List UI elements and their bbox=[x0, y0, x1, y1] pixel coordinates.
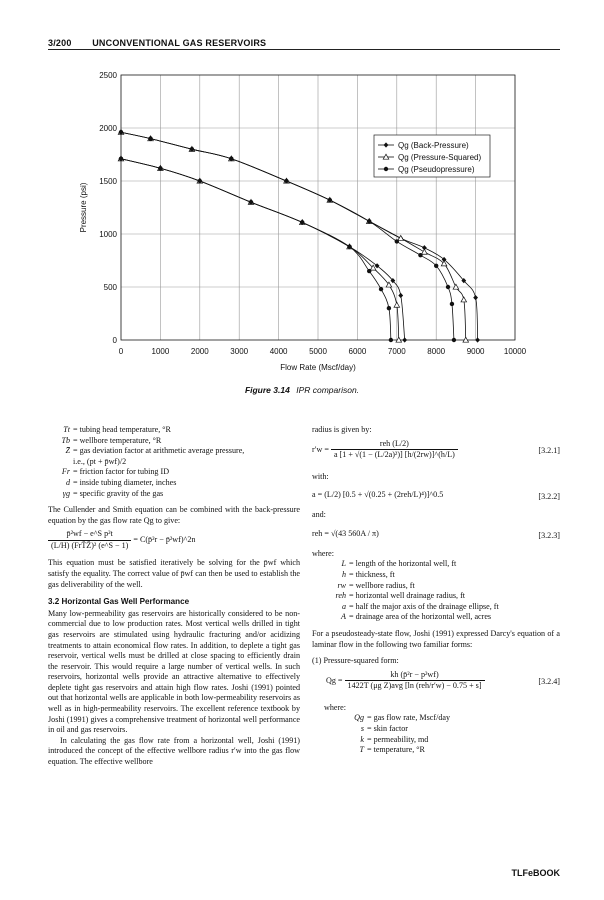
data-point bbox=[398, 293, 403, 298]
data-point bbox=[434, 264, 438, 268]
label-where: where: bbox=[312, 548, 335, 558]
data-point bbox=[379, 287, 383, 291]
equation-3-2-1 bbox=[312, 439, 560, 469]
definition-item bbox=[324, 559, 560, 570]
x-axis-label: Flow Rate (Mscf/day) bbox=[280, 363, 356, 372]
definition-symbol: d bbox=[65, 477, 70, 487]
paragraph: In calculating the gas flow rate from a horizontal well, Joshi (1991) introduced the concept of the effective wellbore radius r′w into the gas flow equation. The effective wellbore bbox=[48, 735, 300, 767]
data-point bbox=[249, 200, 253, 204]
data-point bbox=[395, 239, 399, 243]
definition-symbol: A bbox=[341, 612, 346, 622]
definition-item bbox=[324, 570, 560, 581]
y-tick-label: 2500 bbox=[99, 71, 117, 80]
ipr-chart bbox=[0, 58, 604, 378]
equation-numerator: reh (L/2) bbox=[331, 439, 458, 451]
equation-denominator: (L/H) (FrT̄Z̄)² (e^S − 1) bbox=[51, 540, 129, 550]
data-point bbox=[422, 249, 428, 254]
definition-item bbox=[324, 581, 560, 592]
legend-marker bbox=[384, 167, 388, 171]
data-point bbox=[473, 295, 478, 300]
equation-number: [3.2.3] bbox=[538, 530, 560, 540]
paragraph: This equation must be satisfied iteratively be solving for the p̄wf which satisfy the equality. The correct value of p̄wf can then be used to establish the gas deliverability of the well. bbox=[48, 558, 300, 589]
running-header bbox=[48, 38, 284, 48]
definition-text: = half the major axis of the drainage ellipse, ft bbox=[349, 601, 499, 611]
definition-text: = skin factor bbox=[367, 723, 408, 733]
data-point bbox=[394, 302, 400, 307]
x-tick-label: 0 bbox=[118, 347, 124, 356]
equation-number: [3.2.4] bbox=[538, 676, 560, 686]
definition-text: = gas deviation factor at arithmetic average pressure, bbox=[73, 446, 245, 456]
y-axis-label: Pressure (psi) bbox=[79, 182, 88, 233]
data-point bbox=[387, 306, 391, 310]
definition-symbol: Tt bbox=[63, 425, 70, 434]
definition-text: = drainage area of the horizontal well, acres bbox=[349, 612, 492, 622]
x-tick-label: 2000 bbox=[190, 347, 209, 356]
data-point bbox=[446, 285, 450, 289]
equation-fraction bbox=[48, 529, 131, 551]
definition-symbol: T bbox=[359, 745, 364, 755]
data-point bbox=[328, 198, 332, 202]
definition-symbol: γg bbox=[62, 488, 70, 498]
paragraph: Many low-permeability gas reservoirs are historically considered to be non-commercial due to low production rates. Most vertical wells drilled in tight gas reservoirs are stimulated using hydraulic fracturing and/or acidizing treatments to attain economical flow rates. In addition, to deplete a tight gas reservoir, vertical wells must be drilled at close spacing to efficiently drain the reservoir. This would require a large number of vertical wells. In such reservoirs, horizontal wells provide an attractive alternative to effectively deplete tight gas reservoirs and attain high flow rates. Joshi (1991) pointed out that horizontal wells are applicable in both low-permeability reservoirs as well as in high-permeability reservoirs. The excellent reference textbook by Joshi (1991) gives a comprehensive treatment of horizontal well performance in oil and gas reservoirs. bbox=[48, 608, 300, 735]
definition-symbol: rw bbox=[337, 580, 346, 590]
x-tick-label: 10000 bbox=[503, 347, 527, 356]
label-where: where: bbox=[324, 702, 347, 712]
page-number: 3/200 bbox=[48, 38, 72, 48]
left-column bbox=[48, 425, 300, 768]
data-point bbox=[450, 302, 454, 306]
definition-text: i.e., (pt + p̄wf)/2 bbox=[73, 456, 127, 466]
definition-text: = horizontal well drainage radius, ft bbox=[349, 591, 466, 601]
equation-body: reh = √(43 560A / π) bbox=[312, 528, 379, 538]
definition-item bbox=[48, 457, 300, 468]
definition-item bbox=[48, 478, 300, 489]
y-tick-label: 1500 bbox=[99, 177, 117, 186]
definition-symbol: Fr bbox=[61, 467, 70, 477]
equation-lhs: r′w = bbox=[312, 444, 329, 454]
data-point bbox=[386, 282, 392, 287]
y-tick-label: 2000 bbox=[99, 124, 117, 133]
definition-item bbox=[342, 724, 560, 735]
paragraph: radius is given by: bbox=[312, 425, 372, 434]
equation-number: [3.2.1] bbox=[538, 445, 560, 455]
definition-text: = wellbore radius, ft bbox=[349, 580, 415, 590]
definition-item bbox=[342, 735, 560, 746]
left-definitions bbox=[48, 425, 300, 499]
definition-text: = tubing head temperature, °R bbox=[73, 425, 171, 434]
y-tick-label: 0 bbox=[112, 336, 117, 345]
definition-item bbox=[48, 436, 300, 447]
definition-text: = thickness, ft bbox=[349, 569, 395, 579]
equation-3-2-2 bbox=[312, 485, 560, 507]
definition-item bbox=[324, 602, 560, 613]
data-point bbox=[389, 338, 393, 342]
equation-denominator: 1422T (μg Z)avg [ln (reh/r′w) − 0.75 + s] bbox=[347, 681, 482, 691]
equation-fraction bbox=[345, 670, 485, 692]
data-point bbox=[284, 179, 288, 183]
definition-symbol: Z̄ bbox=[65, 446, 70, 456]
data-point bbox=[347, 245, 351, 249]
definition-symbol: reh bbox=[335, 591, 346, 601]
definition-text: = permeability, md bbox=[367, 734, 429, 744]
data-point bbox=[461, 297, 467, 302]
definition-symbol: s bbox=[360, 723, 364, 733]
data-point bbox=[367, 269, 371, 273]
definition-item bbox=[324, 591, 560, 602]
x-tick-label: 1000 bbox=[151, 347, 170, 356]
definition-symbol: k bbox=[360, 734, 364, 744]
paragraph: The Cullender and Smith equation can be combined with the back-pressure equation by the gas flow rate Qg to give: bbox=[48, 505, 300, 525]
definition-text: = gas flow rate, Mscf/day bbox=[367, 713, 451, 723]
equation-denominator: a [1 + √(1 − (L/2a)²)] [h/(2rw)]^(h/L) bbox=[333, 450, 455, 460]
definition-item bbox=[48, 446, 300, 457]
x-tick-label: 4000 bbox=[269, 347, 288, 356]
series-line bbox=[121, 159, 405, 340]
label-with: with: bbox=[312, 471, 329, 481]
definition-item bbox=[48, 467, 300, 478]
paragraph: For a pseudosteady-state flow, Joshi (1991) expressed Darcy's equation of a laminar flow in the following two familiar forms: bbox=[312, 628, 560, 649]
right-definitions bbox=[324, 559, 560, 623]
figure-label: Figure 3.14 bbox=[244, 385, 290, 395]
definition-item bbox=[324, 612, 560, 623]
definition-text: = specific gravity of the gas bbox=[73, 488, 164, 498]
definition-symbol: h bbox=[341, 569, 346, 579]
legend-label: Qg (Back-Pressure) bbox=[398, 141, 469, 150]
data-point bbox=[452, 338, 456, 342]
label-and: and: bbox=[312, 510, 326, 520]
definition-item bbox=[48, 425, 300, 436]
section-heading: 3.2 Horizontal Gas Well Performance bbox=[48, 597, 190, 607]
equation-number: [3.2.2] bbox=[538, 492, 560, 502]
equation-body: a = (L/2) [0.5 + √(0.25 + (2reh/L)⁴)]^0.5 bbox=[312, 490, 444, 500]
legend-label: Qg (Pressure-Squared) bbox=[398, 153, 482, 162]
right-column bbox=[312, 425, 560, 756]
definition-item bbox=[48, 489, 300, 500]
series-line bbox=[121, 159, 391, 340]
x-tick-label: 6000 bbox=[348, 347, 367, 356]
data-point bbox=[300, 220, 304, 224]
footer-watermark: TLFeBOOK bbox=[511, 868, 560, 878]
right-definitions-2 bbox=[342, 713, 560, 755]
legend-label: Qg (Pseudopressure) bbox=[398, 165, 475, 174]
data-point bbox=[158, 166, 162, 170]
figure-caption bbox=[0, 385, 604, 395]
data-point bbox=[198, 179, 202, 183]
equation-cullender-smith bbox=[48, 529, 300, 555]
y-tick-label: 1000 bbox=[99, 230, 117, 239]
x-tick-label: 9000 bbox=[466, 347, 485, 356]
definition-symbol: L bbox=[341, 559, 346, 569]
x-tick-label: 7000 bbox=[387, 347, 406, 356]
data-point bbox=[148, 136, 152, 140]
list-item: (1) Pressure-squared form: bbox=[312, 656, 399, 666]
definition-item bbox=[342, 745, 560, 756]
definition-text: = temperature, °R bbox=[367, 745, 425, 755]
definition-text: = inside tubing diameter, inches bbox=[73, 477, 177, 487]
data-point bbox=[119, 130, 123, 134]
data-point bbox=[418, 253, 422, 257]
equation-lhs: Qg = bbox=[326, 675, 343, 685]
equation-fraction bbox=[331, 439, 458, 461]
x-tick-label: 5000 bbox=[309, 347, 327, 356]
definition-symbol: Qg bbox=[354, 713, 364, 723]
figure-caption-text: IPR comparison. bbox=[296, 385, 360, 395]
x-tick-label: 3000 bbox=[230, 347, 249, 356]
data-point bbox=[367, 219, 371, 223]
x-tick-label: 8000 bbox=[427, 347, 446, 356]
header-rule bbox=[48, 49, 560, 50]
equation-numerator: p̄²wf − e^S p²t bbox=[48, 529, 131, 541]
equation-3-2-4 bbox=[312, 670, 560, 700]
data-point bbox=[119, 157, 123, 161]
equation-rhs: = C(p̄²r − p̄²wf)^2n bbox=[133, 535, 196, 545]
definition-symbol: Tb bbox=[61, 435, 70, 445]
book-title: UNCONVENTIONAL GAS RESERVOIRS bbox=[92, 38, 267, 48]
definition-text: = wellbore temperature, °R bbox=[73, 435, 162, 445]
definition-symbol: a bbox=[341, 601, 346, 611]
definition-item bbox=[342, 713, 560, 724]
data-point bbox=[402, 337, 407, 342]
equation-3-2-3 bbox=[312, 524, 560, 546]
definition-text: = friction factor for tubing ID bbox=[73, 467, 170, 477]
definition-text: = length of the horizontal well, ft bbox=[349, 559, 457, 569]
data-point bbox=[229, 157, 233, 161]
data-point bbox=[190, 147, 194, 151]
y-tick-label: 500 bbox=[103, 283, 117, 292]
equation-numerator: kh (p̄²r − p²wf) bbox=[345, 670, 485, 682]
